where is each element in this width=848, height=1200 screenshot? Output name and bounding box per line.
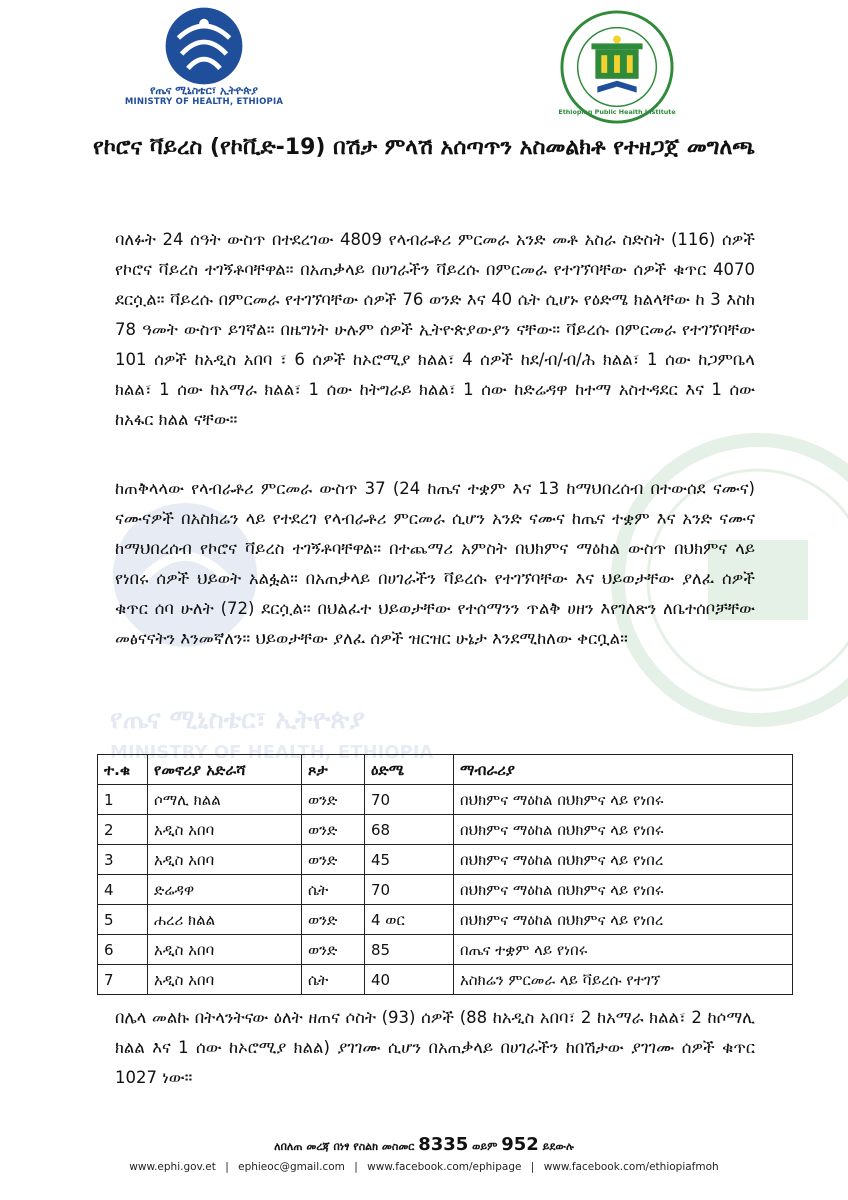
cell-age: 45 [365,845,454,875]
footer-links [0,1161,848,1173]
cell-sex: ወንድ [302,785,365,815]
col-header-age: ዕድሜ [365,755,454,785]
cell-age: 4 ወር [365,905,454,935]
moh-name-am: የጤና ሚኒስቴር፣ ኢትዮጵያ [150,84,258,97]
ephi-ring-text: Ethiopian Public Health Institute [558,108,676,117]
cell-sex: ሴት [302,965,365,995]
deaths-table [97,754,793,995]
page-title: የኮሮና ቫይረስ (የኮቪድ-19) በሽታ ምላሽ አሰጣጥን አስመልክቶ የተዘጋጀ መግለጫ [92,135,756,160]
col-header-sex: ጾታ [302,755,365,785]
table-row [98,935,793,965]
cell-sex: ወንድ [302,845,365,875]
ephi-logo-icon [558,8,676,126]
facebook-ephi-link[interactable]: www.facebook.com/ephipage [367,1161,522,1173]
cell-age: 70 [365,785,454,815]
moh-watermark-name-en: MINISTRY OF HEALTH, ETHIOPIA [110,742,434,763]
paragraph-new-cases: ባለፉት 24 ሰዓት ውስጥ በተደረገው 4809 የላብራቶሪ ምርመራ አንድ መቶ አስራ ስድስት (116) ሰዎች የኮሮና ቫይረስ ተገኝቶባቸዋል። በአጠቃላይ በሀገራችን ቫይረሱ በምርመራ የተገኘባቸው ሰዎች ቁጥር 4070 ደርሷል። ቫይረሱ በምርመራ የተገኘባቸው ሰዎች 76 ወንድ እና 40 ሴት ሲሆኑ የዕድሜ ክልላቸው ከ 3 እስከ 78 ዓመት ውስጥ ይገኛል። በዜግነት ሁሉም ሰዎች ኢትዮጵያውያን ናቸው። ቫይረሱ በምርመራ የተገኘባቸው 101 ሰዎች ከአዲስ አበባ ፣ 6 ሰዎች ከኦሮሚያ ክልል፣ 4 ሰዎች ከደ/ብ/ብ/ሕ ክልል፣ 1 ሰው ከጋምቤላ ክልል፣ 1 ሰው ከአማራ ክልል፣ 1 ሰው ከትግራይ ክልል፣ 1 ሰው ከድሬዳዋ ከተማ አስተዳደር እና 1 ሰው ከአፋር ክልል ናቸው። [115,230,755,429]
cell-number: 7 [98,965,148,995]
cell-address: ድሬዳዋ [148,875,302,905]
cell-sex: ወንድ [302,935,365,965]
cell-address: አዲስ አበባ [148,845,302,875]
separator: | [530,1161,535,1173]
website-link[interactable]: www.ephi.gov.et [129,1161,216,1173]
hotline-number-1[interactable]: 8335 [418,1134,469,1155]
cell-number: 1 [98,785,148,815]
col-header-number: ተ.ቁ [98,755,148,785]
cell-remark: በህክምና ማዕከል በህክምና ላይ የነበሩ [454,785,793,815]
cell-number: 4 [98,875,148,905]
cell-address: ሶማሊ ክልል [148,785,302,815]
table-row [98,965,793,995]
cell-sex: ወንድ [302,905,365,935]
table-row [98,845,793,875]
cell-address: ሐረሪ ክልል [148,905,302,935]
cell-address: አዲስ አበባ [148,935,302,965]
moh-watermark-name-am: የጤና ሚኒስቴር፣ ኢትዮጵያ [110,705,365,735]
hotline-or: ወይም [472,1140,498,1153]
hotline-line [0,1134,848,1155]
cell-number: 2 [98,815,148,845]
cell-sex: ሴት [302,875,365,905]
cell-number: 5 [98,905,148,935]
cell-age: 70 [365,875,454,905]
cell-age: 85 [365,935,454,965]
col-header-remark: ማብራሪያ [454,755,793,785]
hotline-suffix: ይደውሉ [542,1140,574,1153]
table-row [98,785,793,815]
cell-remark: በህክምና ማዕከል በህክምና ላይ የነበረ [454,905,793,935]
table-row [98,815,793,845]
cell-remark: አስክሬን ምርመራ ላይ ቫይረሱ የተገኘ [454,965,793,995]
cell-age: 68 [365,815,454,845]
table-row [98,875,793,905]
moh-name-en: MINISTRY OF HEALTH, ETHIOPIA [124,97,284,107]
cell-sex: ወንድ [302,815,365,845]
col-header-address: የመኖሪያ አድራሻ [148,755,302,785]
cell-address: አዲስ አበባ [148,965,302,995]
separator: | [225,1161,229,1173]
cell-remark: በጤና ተቋም ላይ የነበሩ [454,935,793,965]
moh-logo-icon [164,6,244,86]
cell-address: አዲስ አበባ [148,815,302,845]
cell-remark: በህክምና ማዕከል በህክምና ላይ የነበሩ [454,875,793,905]
paragraph-recoveries: በሌላ መልኩ በትላንትናው ዕለት ዘጠና ሶስት (93) ሰዎች (88 ከአዲስ አበባ፣ 2 ከአማራ ክልል፣ 2 ከሶማሊ ክልል እና 1 ሰው ከኦሮሚያ ክልል) ያገገሙ ሲሆን በአጠቃላይ በሀገራችን ከበሽታው ያገገሙ ሰዎች ቁጥር 1027 ነው። [115,1008,755,1087]
hotline-number-2[interactable]: 952 [501,1134,539,1155]
separator: | [354,1161,358,1173]
paragraph-deaths: ከጠቅላላው የላብራቶሪ ምርመራ ውስጥ 37 (24 ከጤና ተቋም እና 13 ከማህበረሰብ በተውሰደ ናሙና) ናሙናዎች በአስክሬን ላይ የተደረገ የላብራቶሪ ምርመራ ሲሆን አንድ ናሙና ከጤና ተቋም እና አንድ ናሙና ከማህበረሰብ የኮሮና ቫይረስ ተገኝቶባቸዋል። በተጨማሪ አምስት በህክምና ማዕከል ውስጥ በህክምና ላይ የነበሩ ሰዎች ህይወት አልፏል። በአጠቃላይ በሀገራችን ቫይረሱ የተገኘባቸው እና ህይወታቸው ያለፈ ሰዎች ቁጥር ሰባ ሁለት (72) ደርሷል። በህልፈተ ህይወታቸው የተሰማንን ጥልቅ ሀዘን እየገለጽን ለቤተሰቦቻቸው መፅናናትን እንመኛለን። ህይወታቸው ያለፈ ሰዎች ዝርዝር ሁኔታ እንደሚከለው ቀርቧል። [115,479,755,648]
table-row [98,905,793,935]
cell-remark: በህክምና ማዕከል በህክምና ላይ የነበረ [454,845,793,875]
facebook-moh-link[interactable]: www.facebook.com/ethiopiafmoh [543,1161,719,1173]
cell-number: 3 [98,845,148,875]
cell-age: 40 [365,965,454,995]
cell-number: 6 [98,935,148,965]
cell-remark: በህክምና ማዕከል በህክምና ላይ የነበሩ [454,815,793,845]
table-header-row [98,755,793,785]
hotline-prefix: ለበለጠ መረጃ በነፃ የስልክ መስመር [274,1140,415,1153]
email-link[interactable]: ephieoc@gmail.com [238,1161,345,1173]
